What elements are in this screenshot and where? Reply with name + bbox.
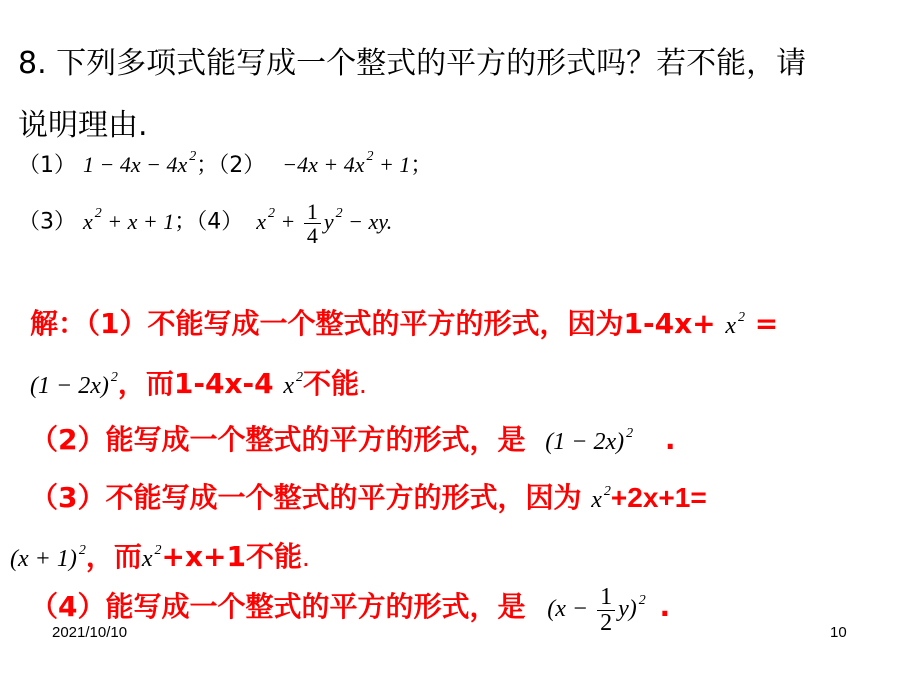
answer-2: （2）能写成一个整式的平方的形式，是 (1 − 2x) $^2$ . [30, 423, 676, 456]
answer-3-line-2: (x + 1) $^2$，而x $^2$+x+1不能. [10, 540, 310, 573]
answer-3-line-1: （3）不能写成一个整式的平方的形式，因为 x $^2$+2x+1= [30, 481, 707, 514]
answer-4-square: (x − $\frac{1}{2}$ y) $^2$ [547, 584, 646, 637]
fraction-one-quarter: $\frac{1}{4}$ [304, 200, 321, 247]
answer-1-x: x $^2$ [725, 310, 745, 339]
answer-3-x: x $^2$ [591, 484, 611, 513]
options-line-2 [18, 200, 392, 247]
question-line-1: 8. 下列多项式能写成一个整式的平方的形式吗？若不能，请 [18, 46, 807, 81]
answer-2-square: (1 − 2x) $^2$ [545, 426, 634, 455]
answer-3-x-2: x $^2$ [141, 543, 162, 572]
answer-1-line-2: (1 − 2x) $^2$，而1-4x-4 x $^2$不能. [30, 367, 367, 400]
option-separator: ； [196, 153, 219, 178]
answer-1-line-1: 解：（1）不能写成一个整式的平方的形式，因为1-4x+ x $^2$ = [30, 307, 779, 340]
footer-date: 2021/10/10 [52, 624, 128, 641]
answer-1-x-2: x $^2$ [283, 370, 304, 399]
answer-4: （4）能写成一个整式的平方的形式，是 (x − $\frac{1}{2}$ y) $^2$ . [30, 584, 671, 637]
option-1-label: （1） [18, 153, 76, 178]
option-2-label: （2） [218, 153, 266, 178]
option-end: ； [410, 153, 433, 178]
option-separator-2: ； [174, 209, 197, 235]
option-2-expression: −4x + 4x $^2$ + 1 [282, 149, 411, 177]
answer-3-square: (x + 1) $^2$ [10, 543, 86, 572]
question-line-2: 说明理由. [18, 108, 148, 143]
options-line-1 [18, 148, 432, 179]
option-4-label: （4） [196, 209, 244, 235]
answer-1-square: (1 − 2x) $^2$ [30, 370, 118, 399]
option-3-expression: x $^2$ + x + 1 [83, 205, 175, 234]
option-1-expression: 1 − 4x − 4x $^2$ [83, 149, 197, 177]
fraction-one-half: $\frac{1}{2}$ [597, 585, 615, 636]
footer-page-number: 10 [830, 624, 847, 641]
option-4-expression: x $^2$ + $\frac{1}{4}$ y $^2$ − xy. [256, 199, 393, 249]
option-3-label: （3） [18, 209, 76, 235]
